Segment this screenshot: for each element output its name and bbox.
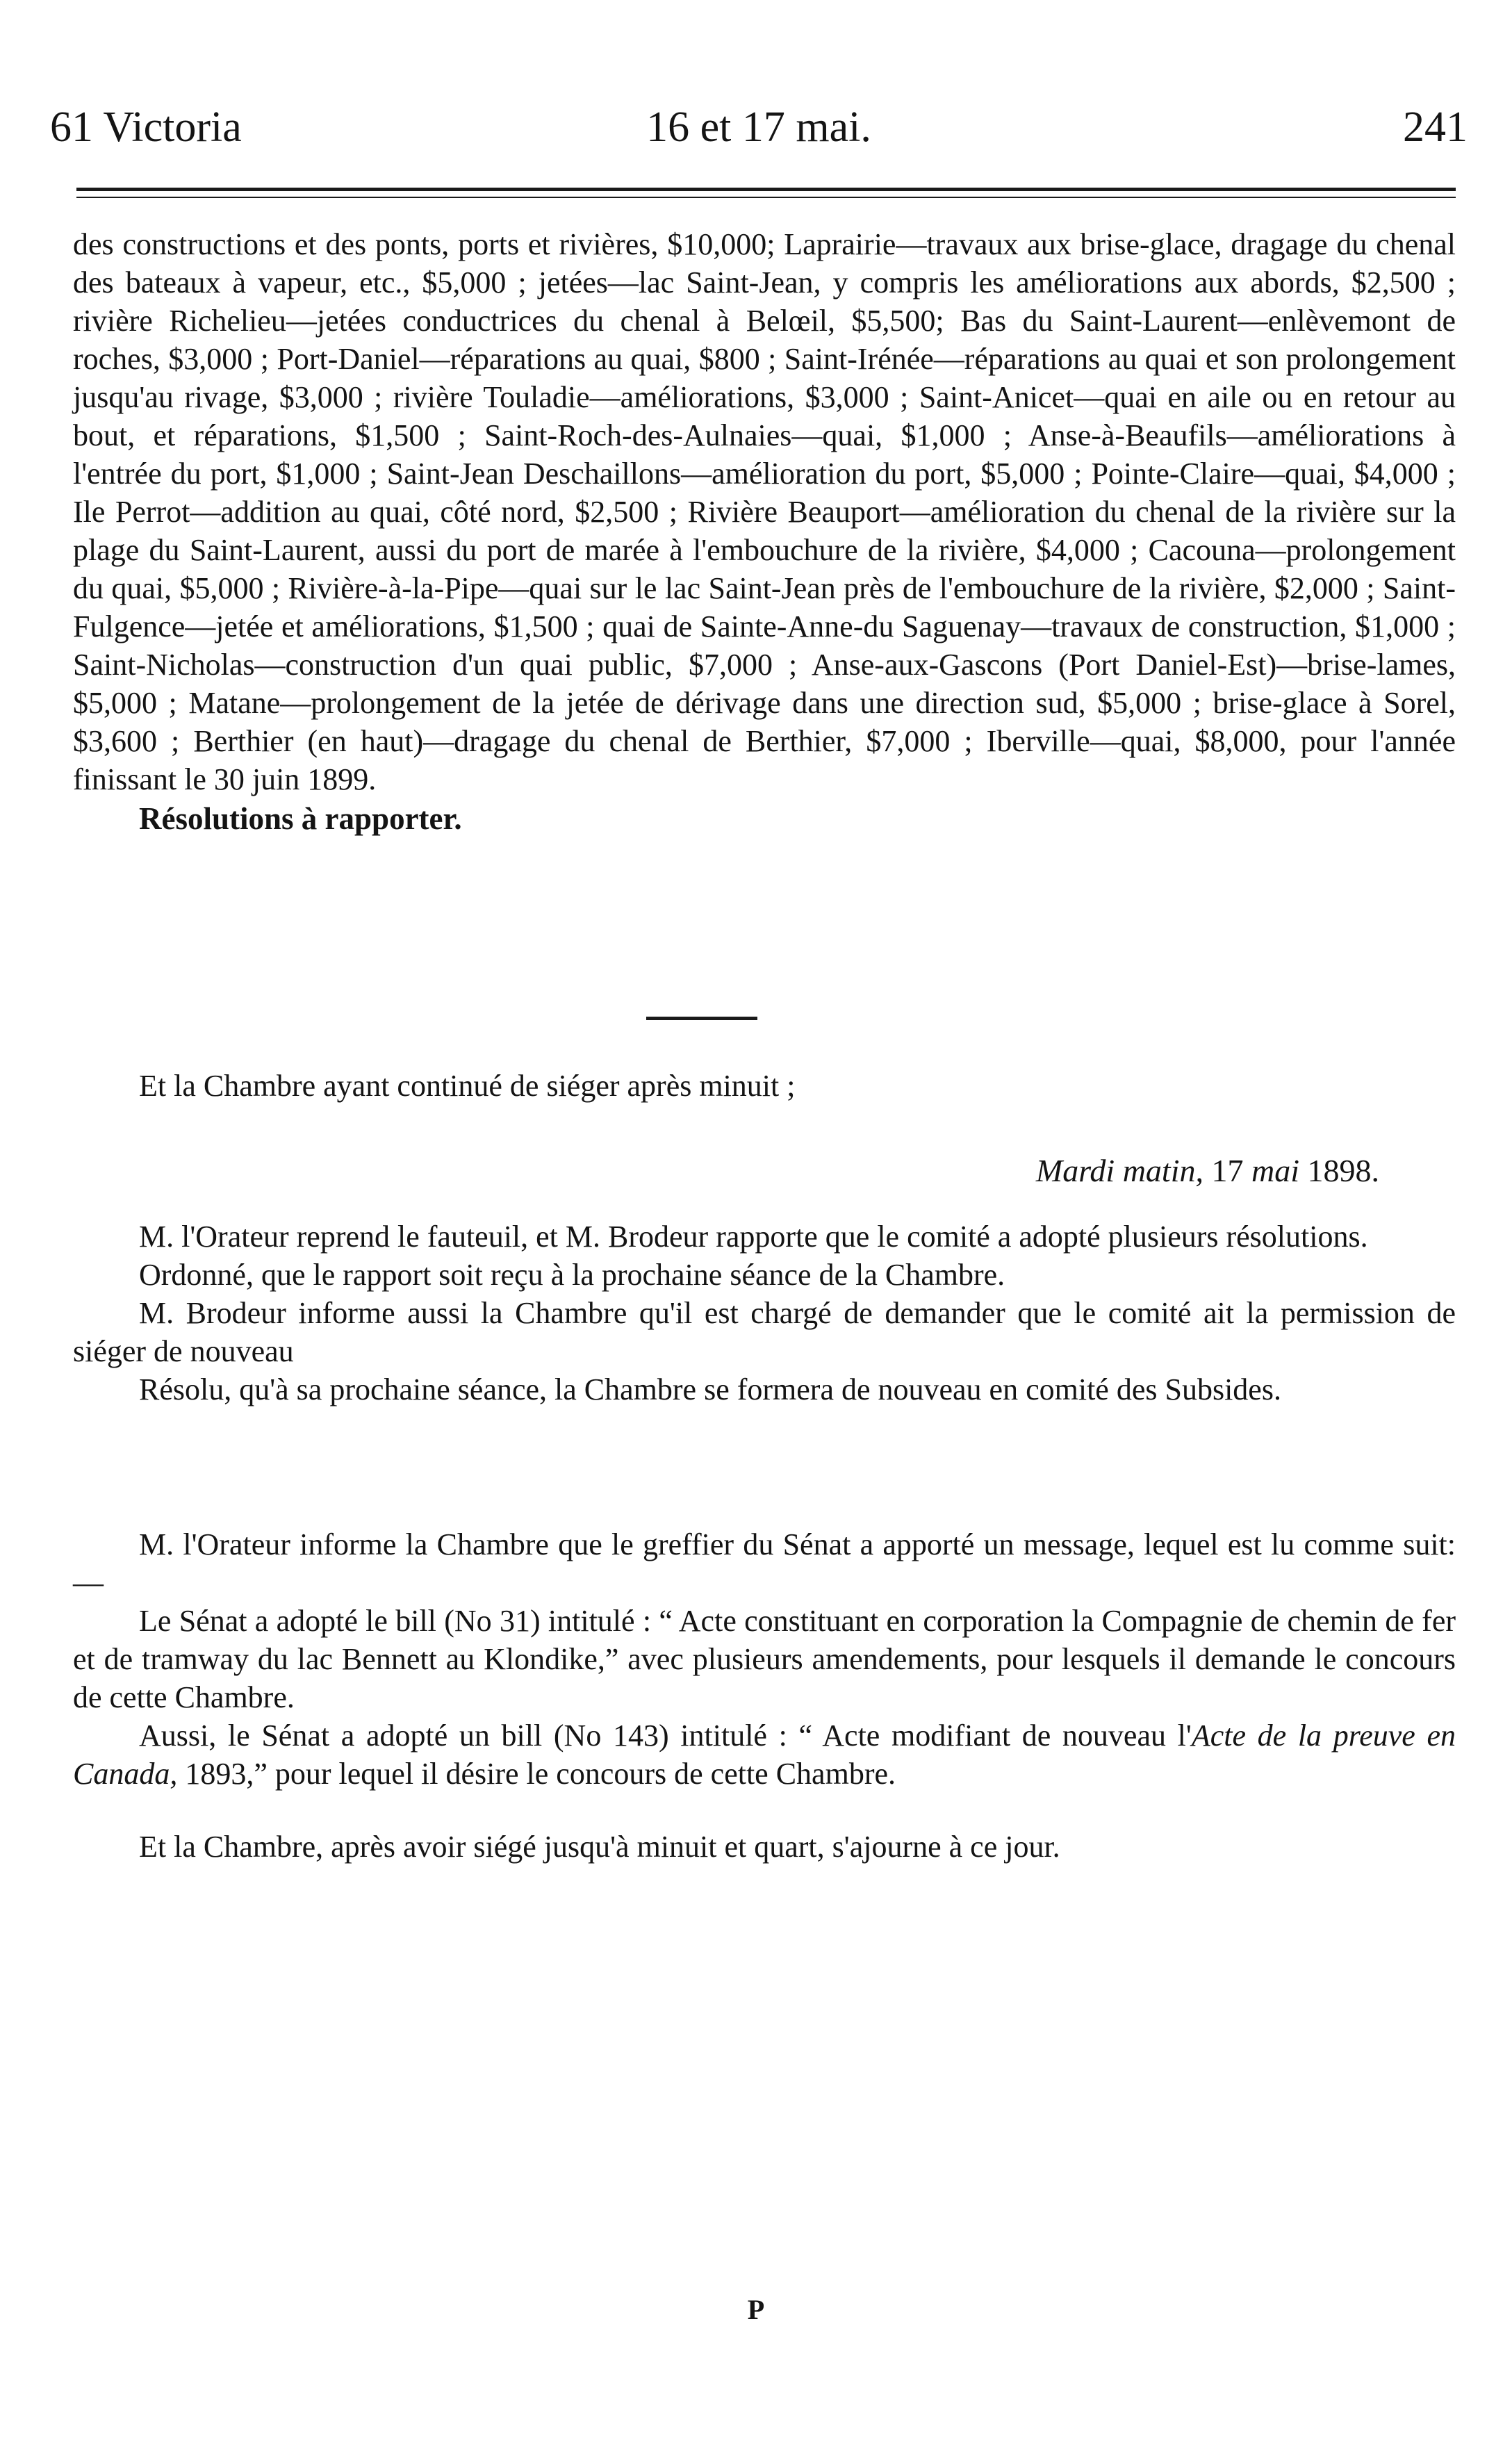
running-head-date: 16 et 17 mai. xyxy=(646,104,871,151)
orateur-paragraph: M. l'Orateur reprend le fauteuil, et M. Brodeur rapporte que le comité a adopté plusieurs résolutions. xyxy=(139,1220,1368,1254)
date-line xyxy=(73,1150,1379,1192)
running-head-left: 61 Victoria xyxy=(50,104,242,151)
bill-143-act-title: Acte de la preuve en Canada, xyxy=(73,1718,1456,1791)
brodeur-paragraph: M. Brodeur informe aussi la Chambre qu'il est chargé de demander que le comité ait la permission de siéger de nouveau xyxy=(73,1296,1456,1368)
senate-message-paragraph: M. l'Orateur informe la Chambre que le greffier du Sénat a apporté un message, lequel est lu comme suit:— xyxy=(73,1527,1456,1600)
after-midnight-block xyxy=(73,1067,1456,1105)
date-day: 17 xyxy=(1211,1153,1244,1188)
bill-143-text-b: 1893,” pour lequel il désire le concours de cette Chambre. xyxy=(177,1757,896,1791)
running-head xyxy=(50,96,1468,158)
after-midnight-paragraph: Et la Chambre ayant continué de siéger après minuit ; xyxy=(139,1069,796,1103)
date-day-label: Mardi matin, xyxy=(1035,1153,1203,1188)
signature-mark: P xyxy=(747,2294,765,2325)
bill-143-paragraph xyxy=(73,1716,1456,1793)
senate-message-block xyxy=(73,1525,1456,1793)
estimates-block xyxy=(73,225,1456,839)
resolu-paragraph: Résolu, qu'à sa prochaine séance, la Chambre se formera de nouveau en comité des Subsides. xyxy=(139,1372,1281,1406)
bill-31-paragraph: Le Sénat a adopté le bill (No 31) intitulé : “ Acte constituant en corporation la Compagnie de chemin de fer et de tramway du lac Bennett au Klondike,” avec plusieurs amendements, pour lesquels il demande le concours de cette Chambre. xyxy=(73,1604,1456,1714)
header-rule-thick xyxy=(76,188,1456,191)
estimates-paragraph: des constructions et des ponts, ports et rivières, $10,000; Laprairie—travaux aux brise-glace, dragage du chenal des bateaux à vapeur, etc., $5,000 ; jetées—lac Saint-Jean, y compris les améliorations aux abords, $2,500 ; rivière Richelieu—jetées conductrices du chenal à Belœil, $5,500; Bas du Saint-Laurent—enlèvemont de roches, $3,000 ; Port-Daniel—réparations au quai, $800 ; Saint-Irénée—réparations au quai et son prolongement jusqu'au rivage, $3,000 ; rivière Touladie—améliorations, $3,000 ; Saint-Anicet—quai en aile ou en retour au bout, et réparations, $1,500 ; Saint-Roch-des-Aulnaies—quai, $1,000 ; Anse-à-Beaufils—améliorations à l'entrée du port, $1,000 ; Saint-Jean Deschaillons—amélioration du port, $5,000 ; Pointe-Claire—quai, $4,000 ; Ile Perrot—addition au quai, côté nord, $2,500 ; Rivière Beauport—amélioration du chenal de la rivière sur la plage du Saint-Laurent, aussi du port de marée à l'embouchure de la rivière, $4,000 ; Cacouna—prolongement du quai, $5,000 ; Rivière-à-la-Pipe—quai sur le lac Saint-Jean près de l'embouchure de la rivière, $2,000 ; Saint-Fulgence—jetée et améliorations, $1,500 ; quai de Sainte-Anne-du Saguenay—travaux de construction, $1,000 ; Saint-Nicholas—construction d'un quai public, $7,000 ; Anse-aux-Gascons (Port Daniel-Est)—brise-lames, $5,000 ; Matane—prolongement de la jetée de dérivage dans une direction sud, $5,000 ; brise-glace à Sorel, $3,600 ; Berthier (en haut)—dragage du chenal de Berthier, $7,000 ; Iberville—quai, $8,000, pour l'année finissant le 30 juin 1899. xyxy=(73,227,1456,796)
resolutions-to-report: Résolutions à rapporter. xyxy=(139,801,462,836)
section-divider xyxy=(646,1017,757,1020)
ordonne-paragraph: Ordonné, que le rapport soit reçu à la prochaine séance de la Chambre. xyxy=(139,1258,1005,1292)
page-number: 241 xyxy=(1403,104,1468,151)
date-year: 1898. xyxy=(1307,1153,1379,1188)
adjournment-block xyxy=(73,1828,1456,1866)
proceedings-block xyxy=(73,1217,1456,1409)
adjournment-paragraph: Et la Chambre, après avoir siégé jusqu'à minuit et quart, s'ajourne à ce jour. xyxy=(139,1830,1060,1864)
date-month: mai xyxy=(1251,1153,1299,1188)
header-rule-thin xyxy=(76,197,1456,198)
bill-143-text-a: Aussi, le Sénat a adopté un bill (No 143) intitulé : “ Acte modifiant de nouveau l' xyxy=(139,1718,1192,1753)
